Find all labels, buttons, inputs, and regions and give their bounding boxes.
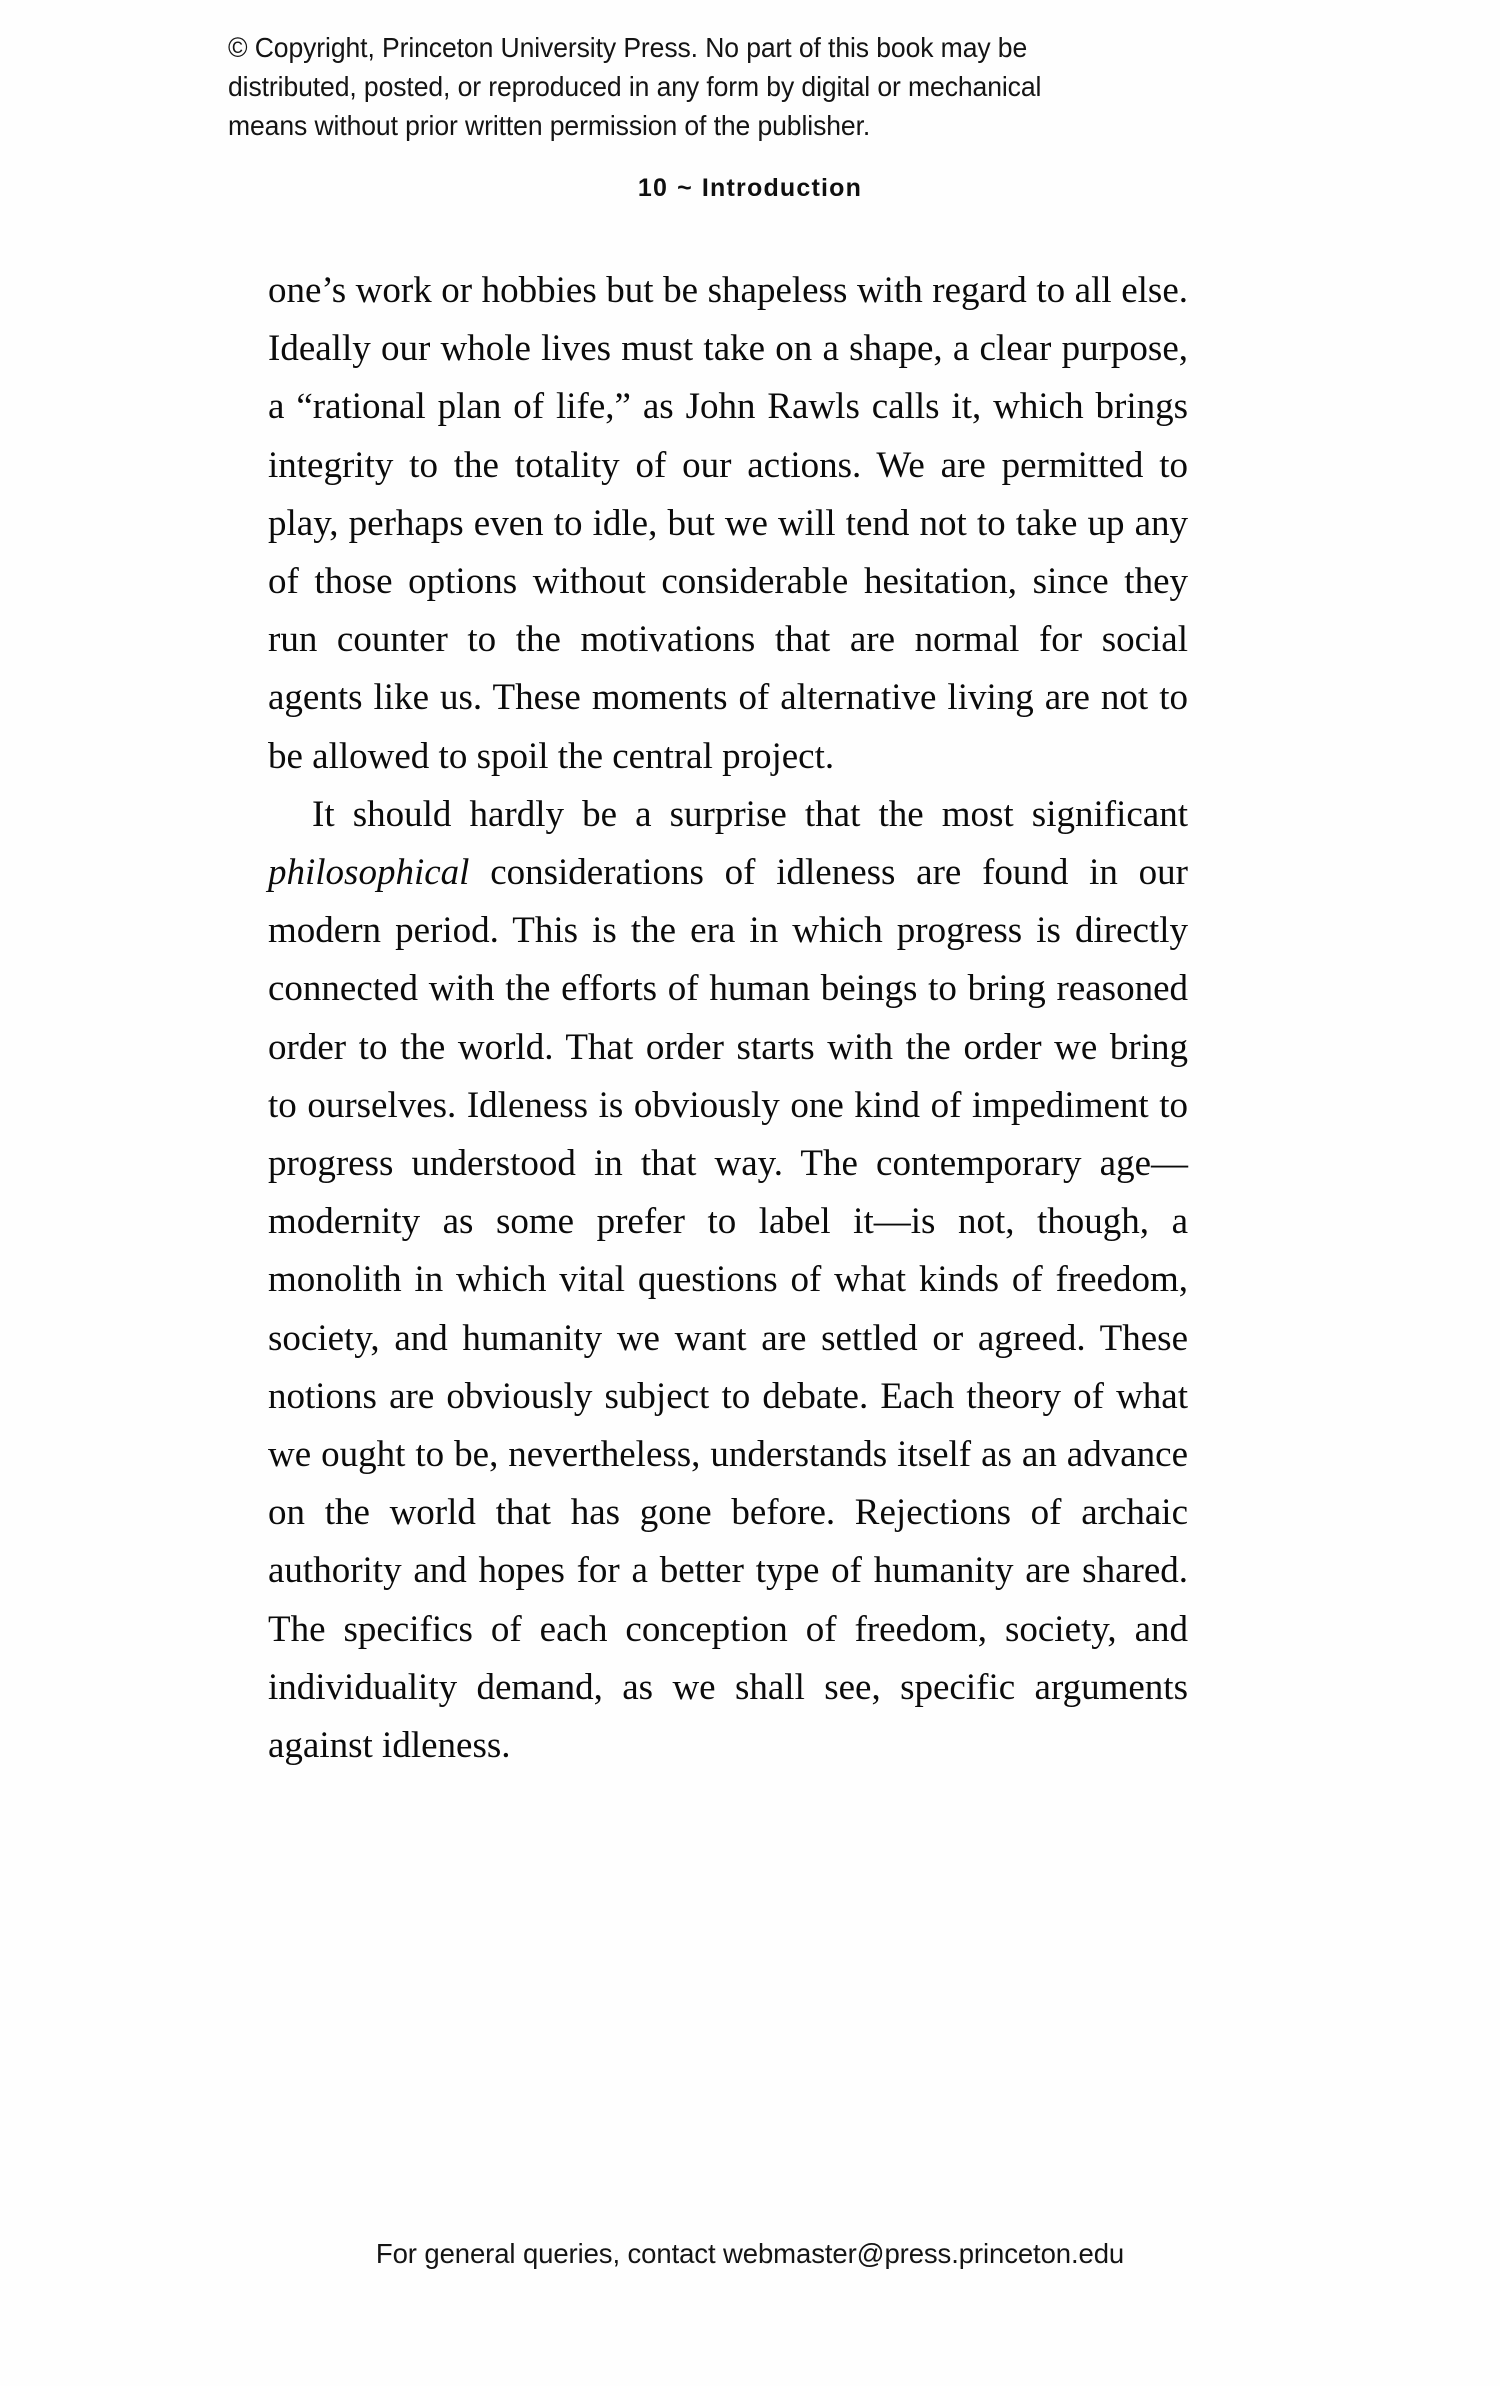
copyright-line-2: distributed, posted, or reproduced in any form by digital or mechanical: [228, 71, 1042, 102]
running-head-separator: ~: [677, 174, 693, 202]
copyright-line-3: means without prior written permission of the publisher.: [228, 110, 871, 141]
paragraph-2-text-before-italic: It should hardly be a surprise that the most significant: [312, 793, 1188, 835]
footer-query-line: For general queries, contact webmaster@press.princeton.edu: [375, 2238, 1125, 2269]
copyright-notice: [228, 28, 1251, 145]
paragraph-2-text-after-italic: considerations of idleness are found in our modern period. This is the era in which progress is directly connected with the efforts of human beings to bring reasoned order to the world. That order starts with the order we bring to ourselves. Idleness is obviously one kind of impediment to progress understood in that way. The contemporary age—modernity as some prefer to label it—is not, though, a monolith in which vital questions of what kinds of freedom, society, and humanity we want are settled or agreed. These notions are obviously subject to debate. Each theory of what we ought to be, nevertheless, understands itself as an advance on the world that has gone before. Rejections of archaic authority and hopes for a better type of humanity are shared. The specifics of each conception of freedom, society, and individuality demand, as we shall see, specific arguments against idleness.: [268, 852, 1188, 1767]
running-head: [0, 174, 1500, 203]
paragraph-2: [268, 786, 1188, 1775]
chapter-title: Introduction: [701, 174, 863, 202]
paragraph-1: one’s work or hobbies but be shapeless with regard to all else. Ideally our whole lives must take on a shape, a clear purpose, a “rational plan of life,” as John Rawls calls it, which brings integrity to the totality of our actions. We are permitted to play, perhaps even to idle, but we will tend not to take up any of those options without considerable hesitation, since they run counter to the motivations that are normal for social agents like us. These moments of alternative living are not to be allowed to spoil the central project.: [268, 270, 1188, 777]
copyright-line-1: © Copyright, Princeton University Press. No part of this book may be: [228, 32, 1028, 63]
emphasis-philosophical: philosophical: [268, 852, 470, 894]
body-text-block: [268, 262, 1188, 1775]
page-number: 10: [637, 174, 669, 202]
